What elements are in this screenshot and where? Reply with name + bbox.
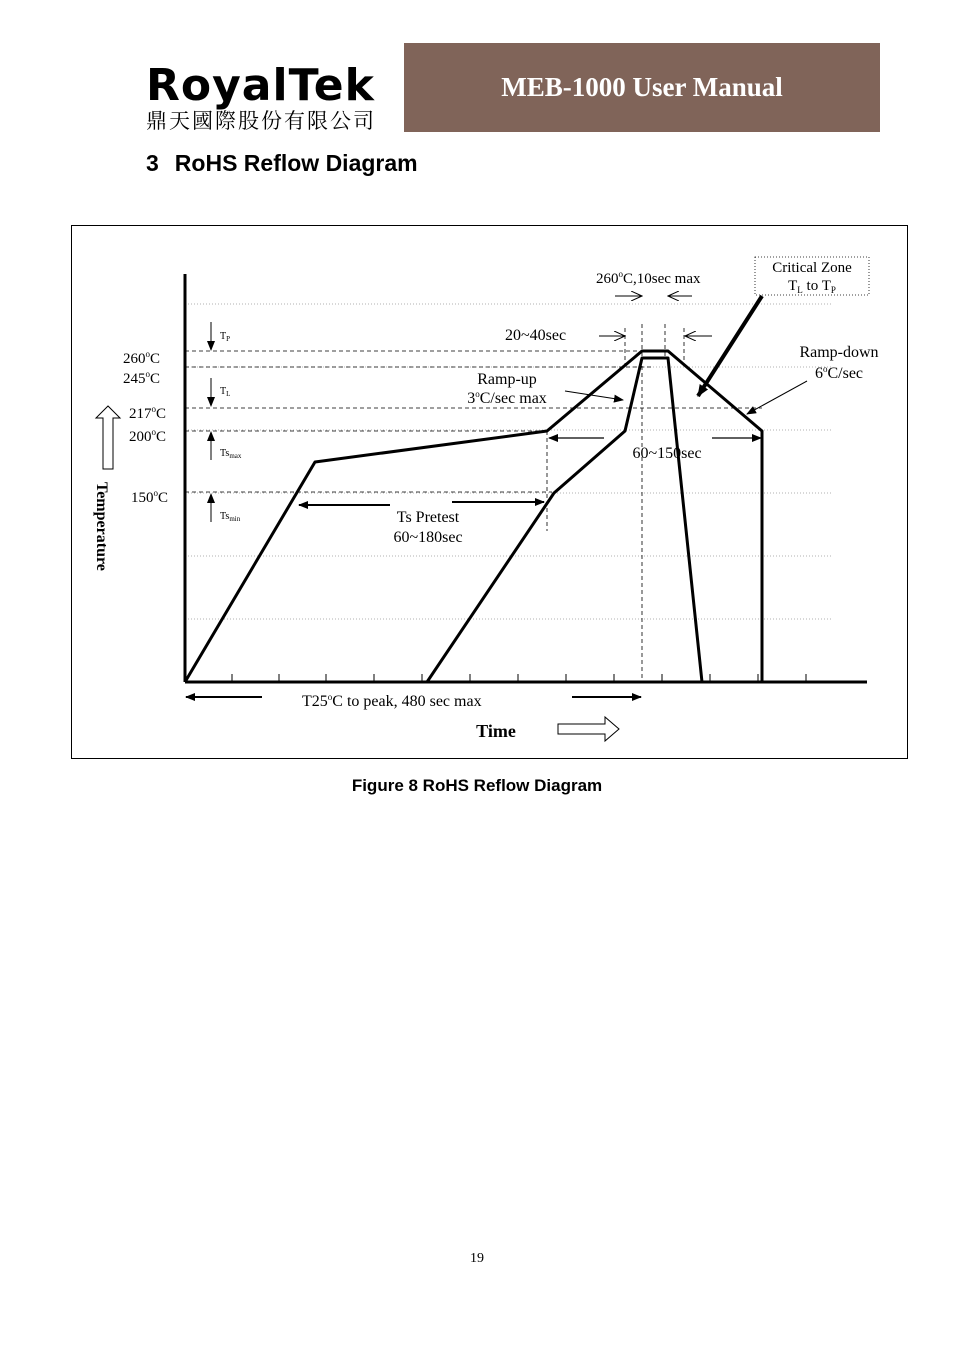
x-axis-label: Time <box>476 721 516 741</box>
tp-time-label: 20~40sec <box>505 327 567 344</box>
total-time-label: T25$^o$C to peak, 480 sec max <box>302 692 482 710</box>
critical-zone-range: $T_L$ to $T_P$ <box>788 278 836 295</box>
tl-time-label: 60~150sec <box>632 445 702 462</box>
rampdown-label-line2: 6$^o$C/sec <box>814 364 864 382</box>
critical-zone-title: Critical Zone <box>772 260 852 276</box>
page-number: 19 <box>470 1251 484 1266</box>
time-right-arrow-icon <box>558 717 619 741</box>
critical-zone-pointer-arrow-icon <box>698 296 762 396</box>
rampup-label-line1: Ramp-up <box>477 371 537 388</box>
tsmax-marker-label: $Ts_{max}$ <box>220 448 242 460</box>
figure-caption: Figure 8 RoHS Reflow Diagram <box>351 776 603 795</box>
temp-label-200: 200$^o$C <box>129 427 167 445</box>
section-heading <box>146 150 418 177</box>
temp-label-217: 217$^o$C <box>129 404 167 422</box>
rampdown-arrow-icon <box>747 381 807 414</box>
temp-label-260: 260$^o$C <box>123 349 161 367</box>
pretest-label-line1: Ts Pretest <box>396 509 460 526</box>
company-logo <box>146 62 396 134</box>
temperature-up-arrow-icon <box>96 406 120 469</box>
tp-marker-label: $T_P$ <box>220 331 231 343</box>
reflow-diagram-svg <box>72 226 909 760</box>
tsmin-marker-label: $Ts_{min}$ <box>220 511 241 523</box>
rampup-label-line2: 3$^o$C/sec max <box>467 389 547 407</box>
manual-title-bar <box>404 43 880 132</box>
section-number: 3 <box>146 150 159 176</box>
reflow-diagram <box>71 225 908 759</box>
temp-label-150: 150$^o$C <box>131 488 169 506</box>
y-axis-label: Temperature <box>93 482 110 571</box>
peak-hold-label: 260$^o$C,10sec max <box>596 269 701 287</box>
rampdown-label-line1: Ramp-down <box>799 344 879 361</box>
temp-label-245: 245$^o$C <box>123 369 161 387</box>
logo-chinese-name: 鼎天國際股份有限公司 <box>146 109 376 133</box>
manual-title: MEB-1000 User Manual <box>501 72 783 102</box>
tl-marker-label: $T_L$ <box>220 386 231 398</box>
section-title: RoHS Reflow Diagram <box>174 150 418 176</box>
logo-name: RoyalTek <box>146 60 375 111</box>
pretest-label-line2: 60~180sec <box>393 529 463 546</box>
